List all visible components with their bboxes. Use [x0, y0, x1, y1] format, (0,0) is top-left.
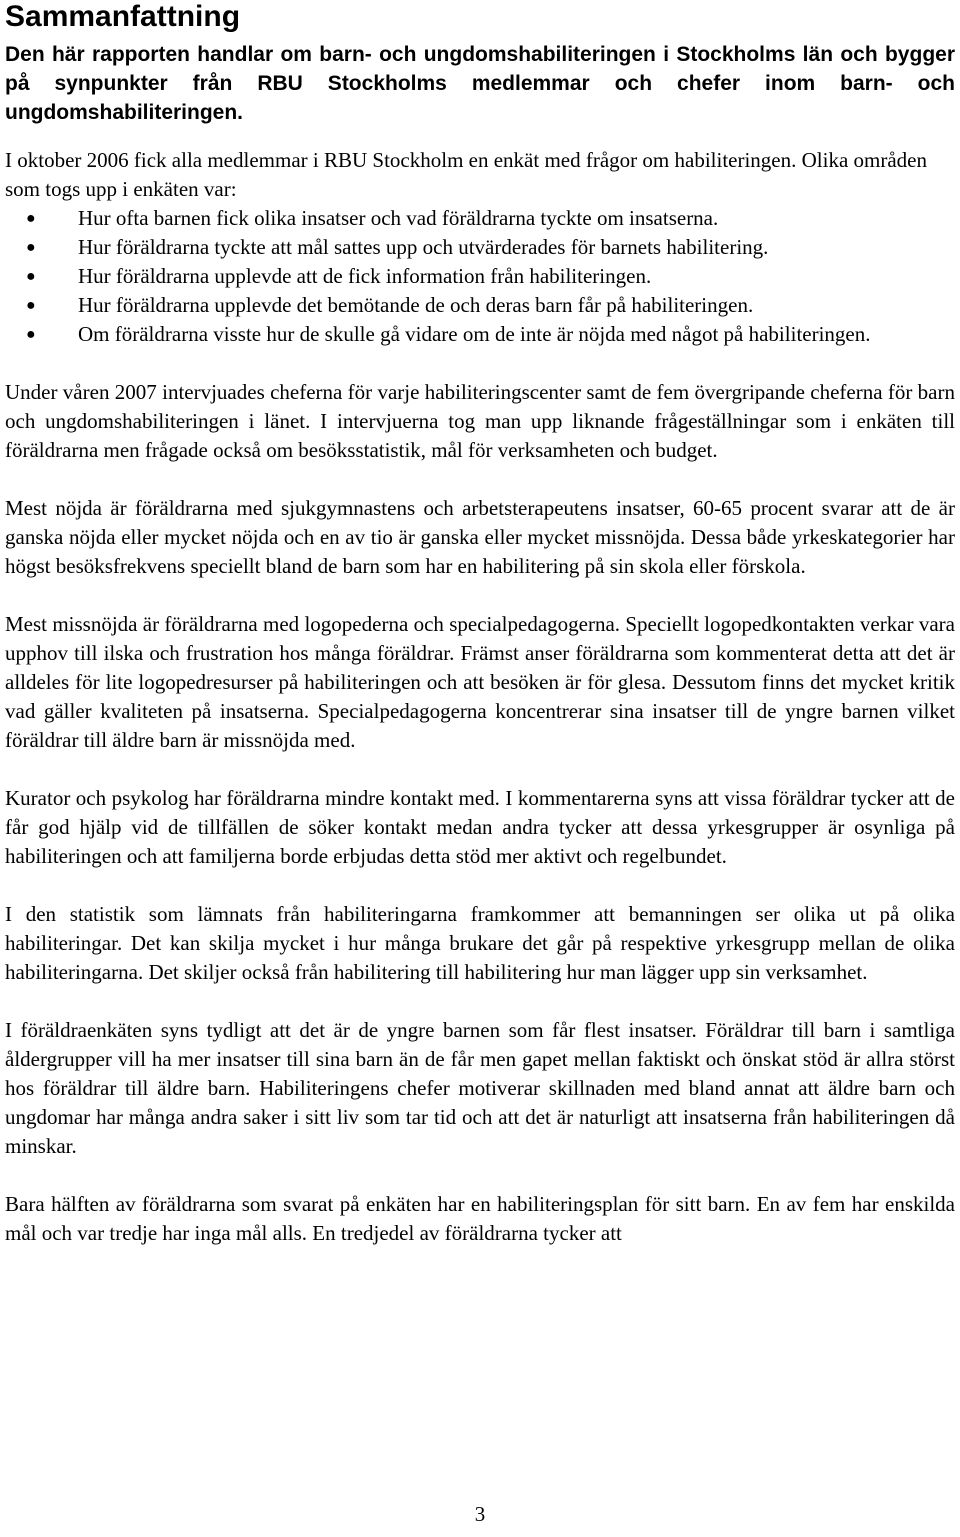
page-number: 3	[474, 1502, 486, 1526]
body-paragraph: Mest missnöjda är föräldrarna med logopederna och specialpedagogerna. Speciellt logopedkontakten verkar vara upphov till ilska och frustration hos många föräldrar. Främst anser föräldrarna som kommenterat detta att det är alldeles för lite logopedresurser på habiliteringen och att besöken är för glesa. Dessutom finns det mycket kritik vad gäller kvaliteten på insatserna. Specialpedagogerna koncentrerar sina insatser till de yngre barnen vilket föräldrar till äldre barn är missnöjda med.	[5, 612, 955, 752]
bullet-icon: ●	[26, 239, 36, 256]
bullet-icon: ●	[26, 326, 36, 343]
bullet-icon: ●	[26, 268, 36, 285]
body-paragraph: Under våren 2007 intervjuades cheferna för varje habiliteringscenter samt de fem övergripande cheferna för barn och ungdomshabiliteringen i länet. I intervjuerna tog man upp liknande frågeställningar som i enkäten till föräldrarna men frågade också om besöksstatistik, mål för verksamheten och budget.	[5, 380, 955, 462]
list-item: ● Hur föräldrarna upplevde det bemötande de och deras barn får på habiliteringen.	[5, 291, 955, 320]
list-item: ● Hur ofta barnen fick olika insatser och vad föräldrarna tyckte om insatserna.	[5, 204, 955, 233]
body-paragraph: Bara hälften av föräldrarna som svarat på enkäten har en habiliteringsplan för sitt barn. En av fem har enskilda mål och var tredje har inga mål alls. En tredjedel av föräldrarna tycker att	[5, 1192, 955, 1245]
list-item: ● Hur föräldrarna tyckte att mål sattes upp och utvärderades för barnets habilitering.	[5, 233, 955, 262]
intro-paragraph: I oktober 2006 fick alla medlemmar i RBU Stockholm en enkät med frågor om habiliteringen. Olika områden som togs upp i enkäten var:	[5, 148, 928, 201]
body-paragraph: I den statistik som lämnats från habiliteringarna framkommer att bemanningen ser olika ut på olika habiliteringar. Det kan skilja mycket i hur många brukare det går på respektive yrkesgrupp mellan de olika habiliteringarna. Det skiljer också från habilitering till habilitering hur man lägger upp sin verksamhet.	[5, 902, 955, 984]
lead-paragraph: Den här rapporten handlar om barn- och ungdomshabiliteringen i Stockholms län och bygger på synpunkter från RBU Stockholms medlemmar och chefer inom barn- och ungdomshabiliteringen.	[5, 43, 955, 124]
body-paragraph: Mest nöjda är föräldrarna med sjukgymnastens och arbetsterapeutens insatser, 60-65 procent svarar att de är ganska nöjda eller mycket nöjda och en av tio är ganska eller mycket missnöjda. Dessa både yrkeskategorier har högst besöksfrekvens speciellt bland de barn som har en habilitering på sin skola eller förskola.	[5, 496, 955, 578]
bullet-list	[5, 204, 955, 349]
bullet-icon: ●	[26, 210, 36, 227]
body-paragraph: Kurator och psykolog har föräldrarna mindre kontakt med. I kommentarerna syns att vissa föräldrar tycker att de får god hjälp vid de tillfällen de söker kontakt medan andra tycker att dessa yrkesgrupper är osynliga på habiliteringen och att familjerna borde erbjudas detta stöd mer aktivt och regelbundet.	[5, 786, 955, 868]
bullet-icon: ●	[26, 297, 36, 314]
list-item: ● Hur föräldrarna upplevde att de fick information från habiliteringen.	[5, 262, 955, 291]
list-item: ● Om föräldrarna visste hur de skulle gå vidare om de inte är nöjda med något på habiliteringen.	[5, 320, 955, 349]
document-page	[5, 0, 955, 1248]
body-paragraph: I föräldraenkäten syns tydligt att det är de yngre barnen som får flest insatser. Föräldrar till barn i samtliga åldergrupper vill ha mer insatser till sina barn än de får men gapet mellan faktiskt och önskat stöd är allra störst hos föräldrar till äldre barn. Habiliteringens chefer motiverar skillnaden med bland annat att äldre barn och ungdomar har många andra saker i sitt liv som tar tid och att det är naturligt att insatserna från habiliteringen då minskar.	[5, 1018, 955, 1158]
page-title: Sammanfattning	[5, 0, 241, 33]
